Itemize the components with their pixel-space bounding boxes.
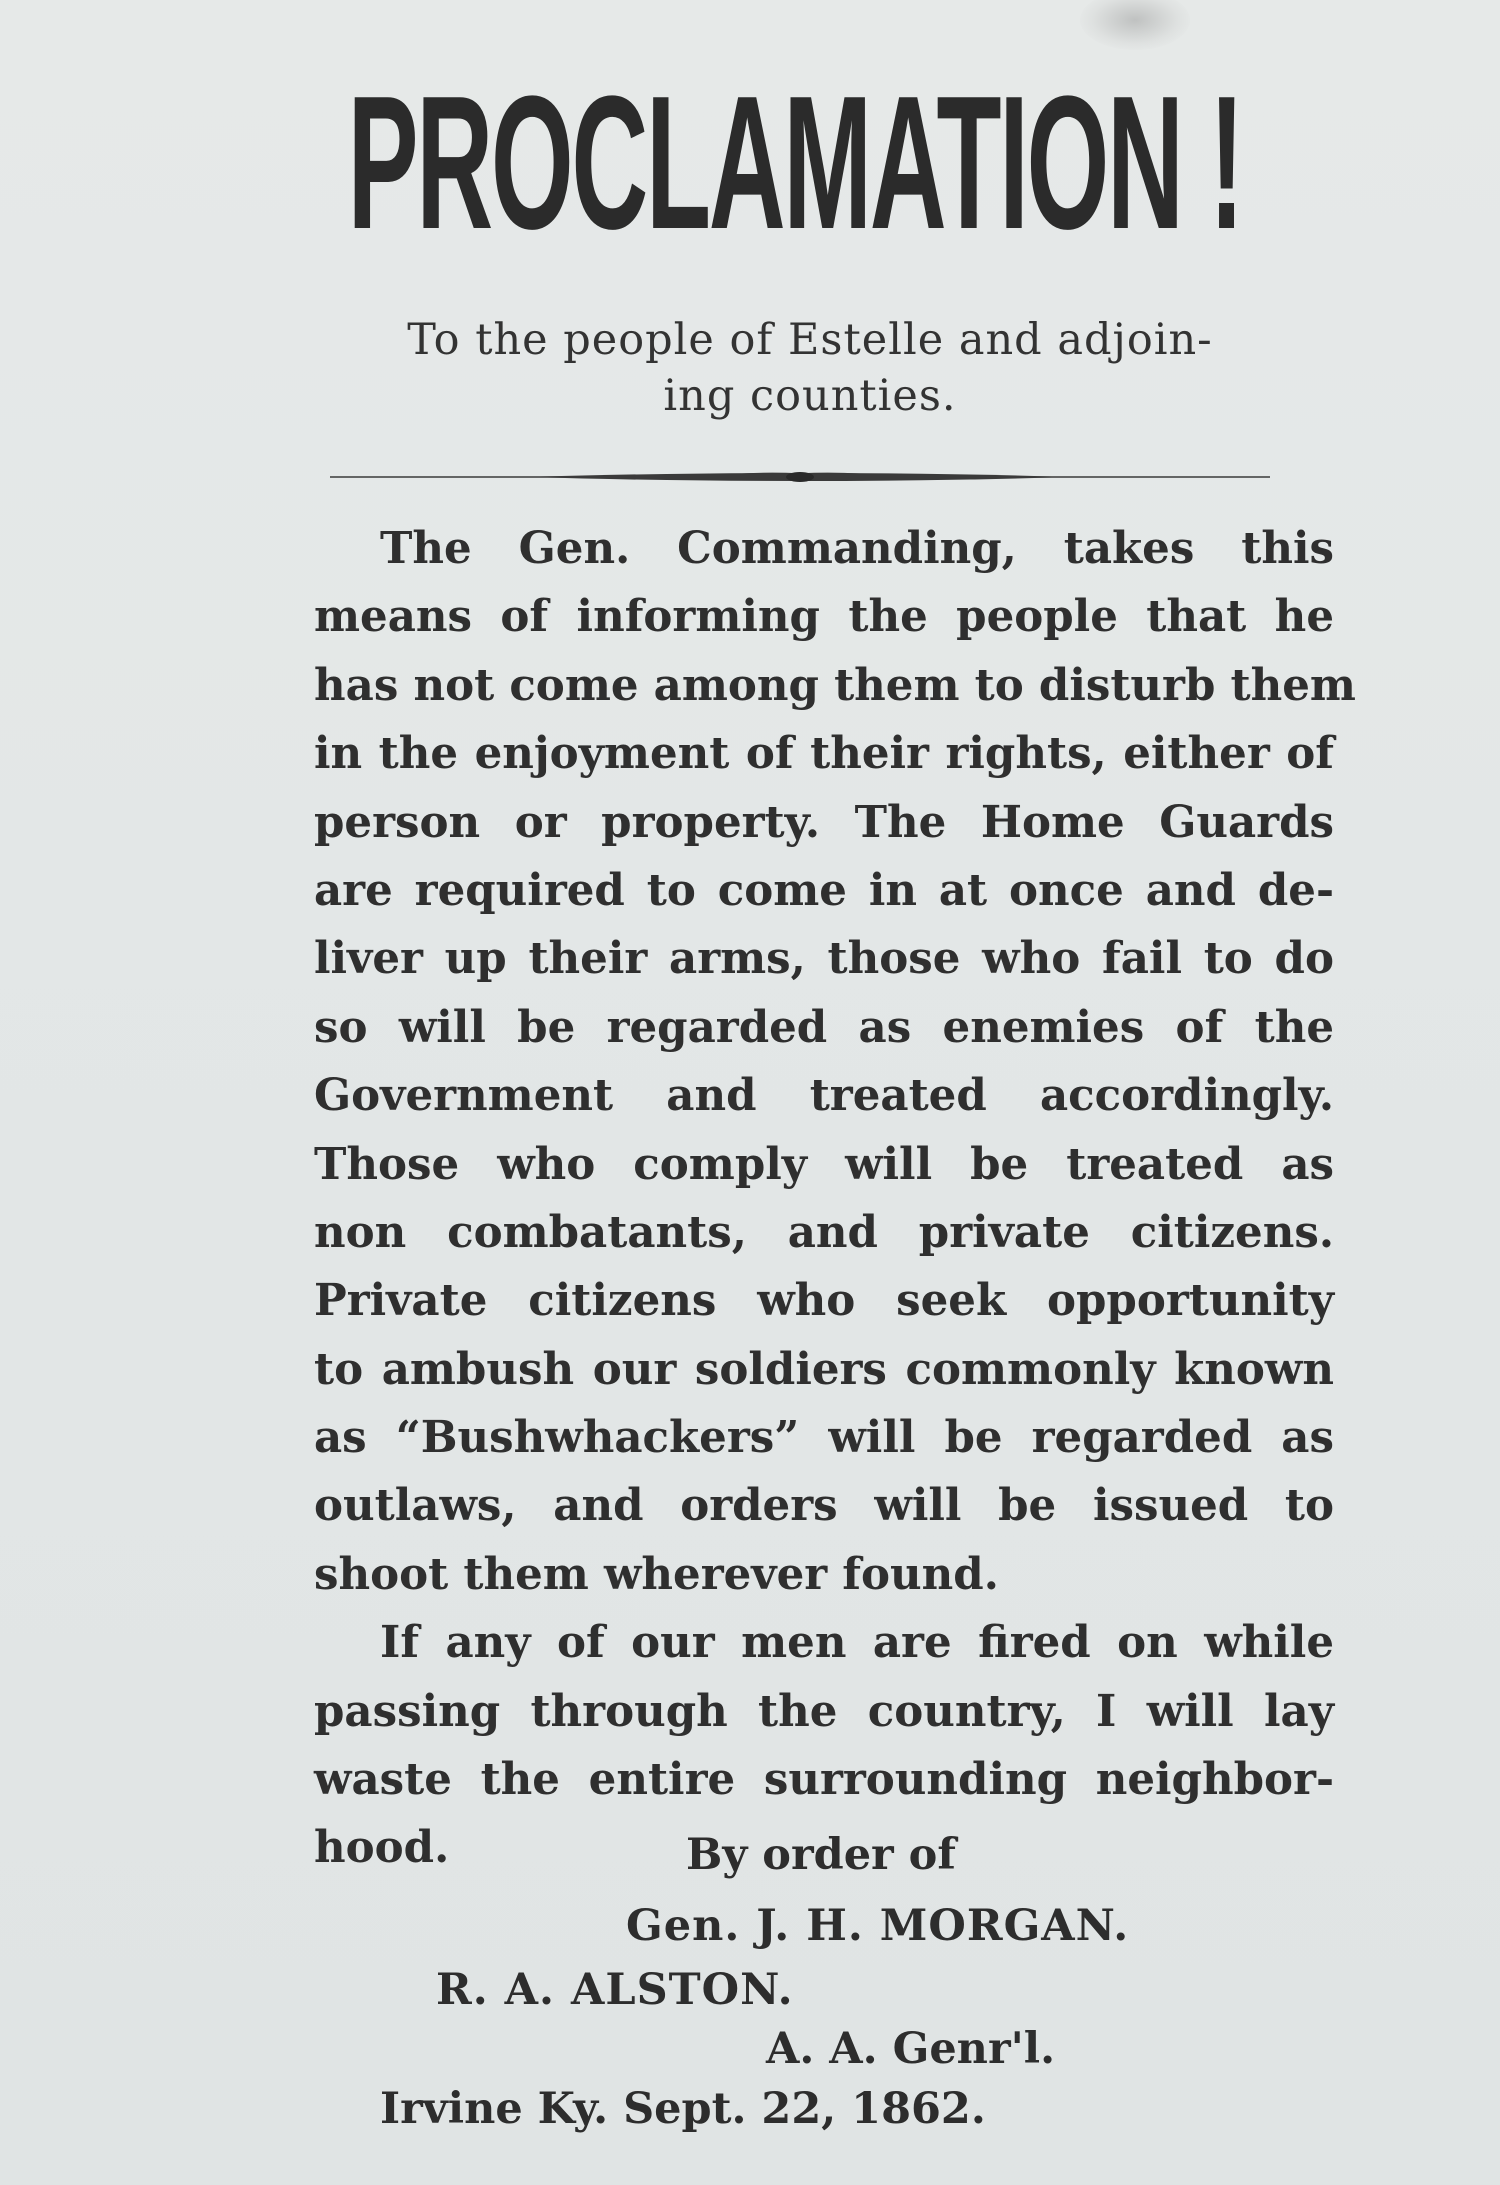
body-line: shoot them wherever found. [314,1548,999,1600]
body-line: waste the entire surrounding neighbor- [314,1754,1334,1806]
by-order-line: By order of [686,1830,956,1880]
ornamental-divider [330,470,1270,484]
place-and-date: Irvine Ky. Sept. 22, 1862. [380,2084,986,2134]
body-line: Those who comply will be treated as [314,1138,1334,1190]
body-line: are required to come in at once and de- [314,864,1334,916]
subtitle-line: ing counties. [663,371,957,421]
body-line: outlaws, and orders will be issued to [314,1480,1334,1532]
body-line: in the enjoyment of their rights, either of [314,728,1334,780]
body-line: so will be regarded as enemies of the [314,1001,1334,1053]
body-line: person or property. The Home Guards [314,796,1334,848]
subtitle [290,312,1330,424]
body-line: has not come among them to disturb them [314,659,1356,711]
body-line: means of informing the people that he [314,591,1334,643]
adjutant-title: A. A. Genr'l. [766,2024,1056,2074]
proclamation-body [314,515,1356,1883]
body-line: liver up their arms, those who fail to do [314,933,1334,985]
adjutant-name: R. A. ALSTON. [436,1965,794,2015]
body-line: Government and treated accordingly. [314,1070,1334,1122]
title-block [0,58,1500,268]
body-line: to ambush our soldiers commonly known [314,1343,1334,1395]
paper-stain [1080,0,1190,50]
body-line: passing through the country, I will lay [314,1685,1334,1737]
body-line: hood. [314,1822,450,1874]
body-line: as “Bushwhackers” will be regarded as [314,1412,1334,1464]
subtitle-line: To the people of Estelle and adjoin- [407,315,1213,365]
proclamation-title: PROCLAMATION ! [347,57,1243,269]
body-line: Private citizens who seek opportunity [314,1275,1334,1327]
body-line: non combatants, and private citizens. [314,1206,1334,1258]
body-line: The Gen. Commanding, takes this [380,523,1334,574]
body-line: If any of our men are fired on while [380,1617,1334,1669]
general-signature: Gen. J. H. MORGAN. [626,1901,1130,1951]
